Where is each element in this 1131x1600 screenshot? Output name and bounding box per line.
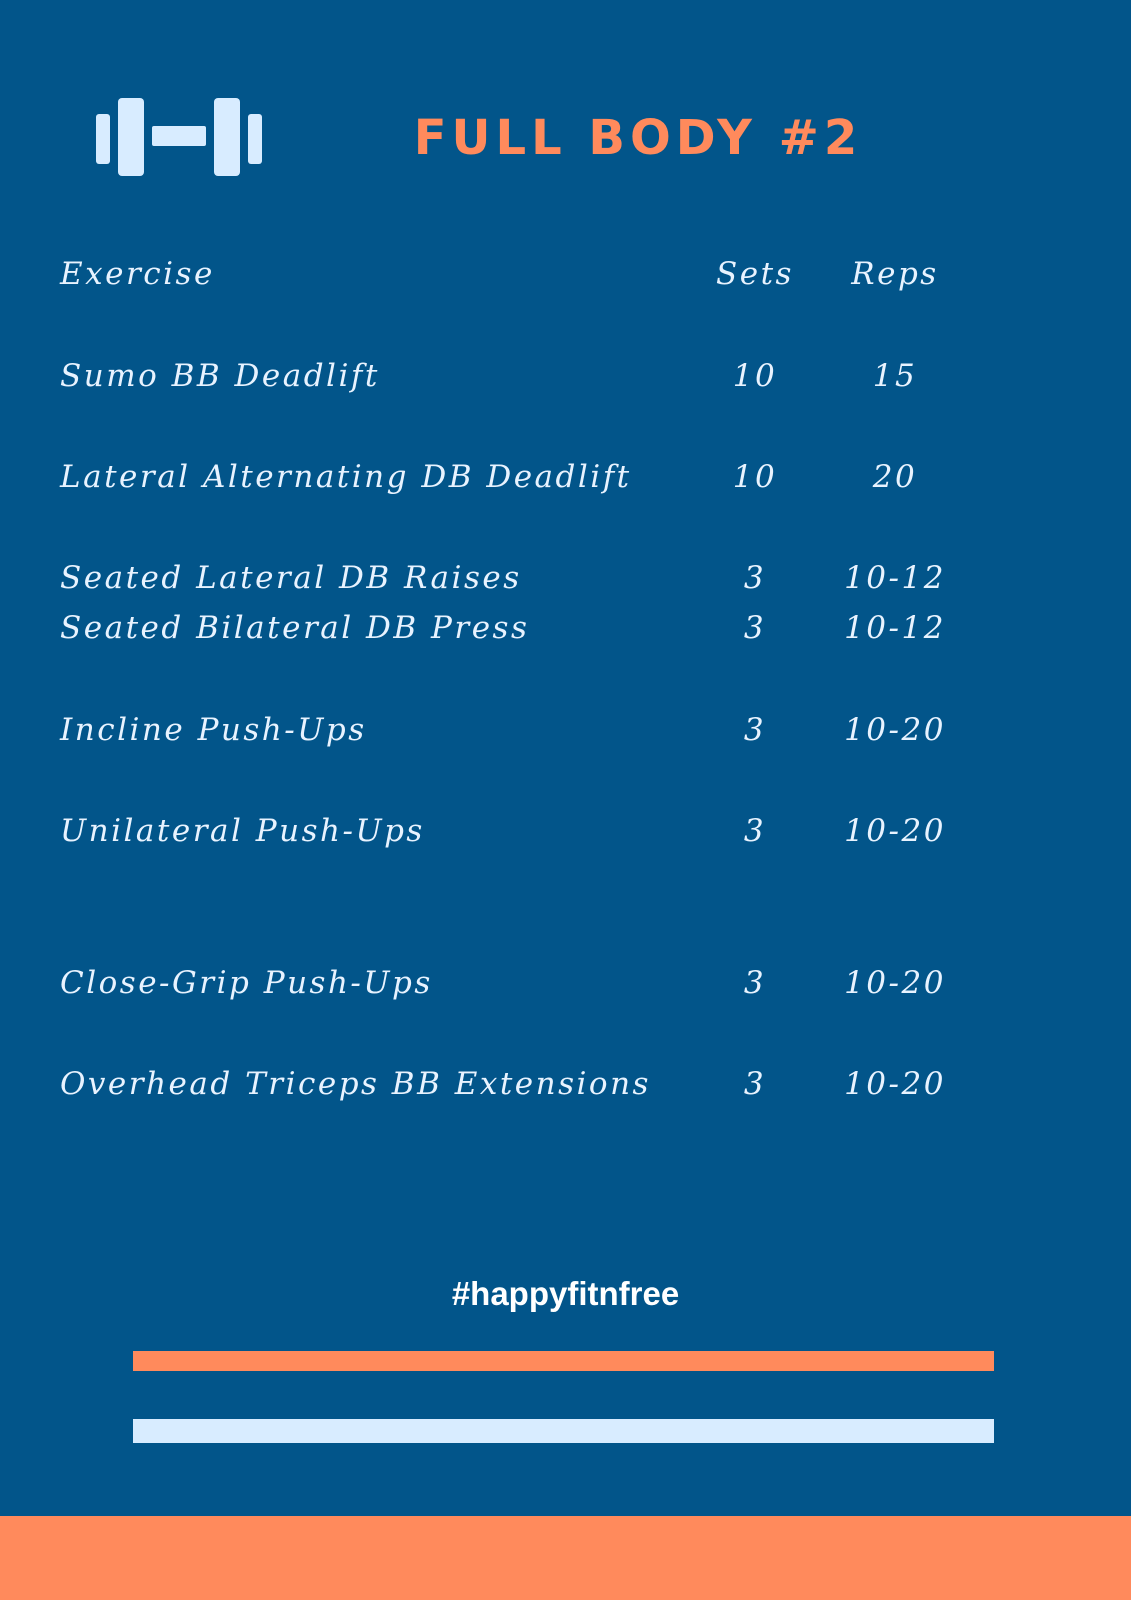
reps-value: 15 [872, 358, 918, 394]
sets-value: 3 [743, 1066, 767, 1102]
sets-column-header: Sets [716, 256, 794, 292]
dumbbell-icon [96, 98, 262, 176]
footer-band [0, 1516, 1131, 1600]
sets-value: 3 [743, 560, 767, 596]
exercise-name: Close-Grip Push-Ups [60, 965, 433, 1001]
light-blue-divider [133, 1419, 994, 1443]
exercise-name: Sumo BB Deadlift [60, 358, 380, 394]
sets-value: 3 [743, 965, 767, 1001]
exercise-name: Unilateral Push-Ups [60, 813, 425, 849]
page-title: FULL BODY #2 [413, 110, 863, 166]
sets-value: 10 [732, 358, 778, 394]
sets-value: 3 [743, 610, 767, 646]
reps-value: 10-12 [844, 560, 946, 596]
sets-value: 10 [732, 459, 778, 495]
hashtag-text: #happyfitnfree [451, 1275, 680, 1312]
exercise-name: Lateral Alternating DB Deadlift [60, 459, 632, 495]
reps-value: 10-20 [844, 813, 946, 849]
reps-value: 20 [872, 459, 918, 495]
orange-divider [133, 1351, 994, 1371]
exercise-name: Overhead Triceps BB Extensions [60, 1066, 651, 1102]
sets-value: 3 [743, 813, 767, 849]
exercise-name: Incline Push-Ups [60, 712, 367, 748]
reps-value: 10-20 [844, 965, 946, 1001]
sets-value: 3 [743, 712, 767, 748]
reps-value: 10-20 [844, 1066, 946, 1102]
reps-column-header: Reps [851, 256, 939, 292]
reps-value: 10-12 [844, 610, 946, 646]
reps-value: 10-20 [844, 712, 946, 748]
exercise-name: Seated Lateral DB Raises [60, 560, 522, 596]
exercise-name: Seated Bilateral DB Press [60, 610, 530, 646]
exercise-column-header: Exercise [60, 256, 215, 292]
